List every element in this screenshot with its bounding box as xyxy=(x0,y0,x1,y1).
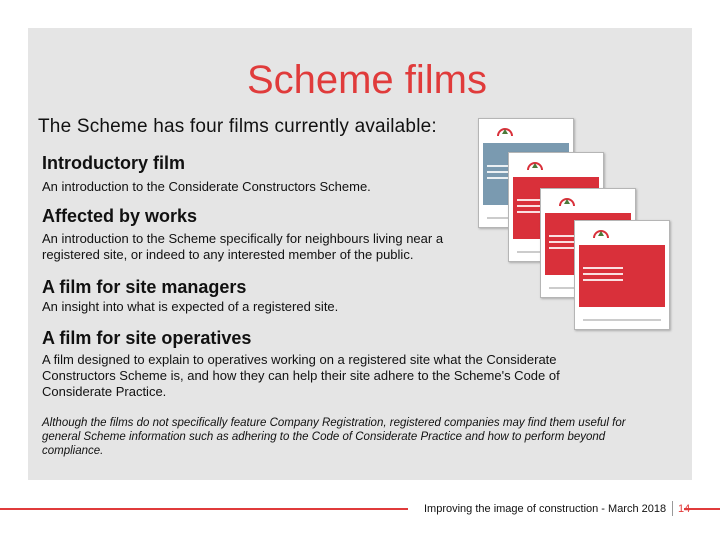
film-description-line: A film designed to explain to operatives working on a registered site what the Considerate xyxy=(42,352,557,367)
film-description-line: registered site, or indeed to any interested member of the public. xyxy=(42,247,414,262)
intro-text: The Scheme has four films currently available: xyxy=(38,116,437,137)
dvd-tag: DVD xyxy=(648,241,661,247)
usage-note-line: compliance. xyxy=(42,445,104,457)
dvd-cover xyxy=(574,220,670,330)
scheme-logo-icon xyxy=(497,125,513,137)
scheme-logo-icon xyxy=(593,227,609,239)
film-description-site-operatives xyxy=(42,352,560,400)
slide-title-wrap xyxy=(0,58,716,103)
film-heading-affected: Affected by works xyxy=(42,206,198,226)
dvd-cover-footer xyxy=(583,319,661,321)
dvd-tag: DVD xyxy=(552,139,565,145)
film-description-line: An introduction to the Scheme specifically for neighbours living near a xyxy=(42,231,444,246)
film-heading-site-operatives: A film for site operatives xyxy=(42,328,252,348)
footer-text: Improving the image of construction - March 2018 xyxy=(424,503,667,515)
film-heading-introductory: Introductory film xyxy=(42,153,185,173)
film-description-line: Considerate Practice. xyxy=(42,384,167,399)
usage-note-line: general Scheme information such as adhering to the Code of Considerate Practice and how to perform beyond xyxy=(42,431,606,443)
scheme-logo-icon xyxy=(559,195,575,207)
film-description-affected xyxy=(42,231,443,263)
film-description-introductory: An introduction to the Considerate Constructors Scheme. xyxy=(42,179,371,194)
usage-note xyxy=(42,416,662,458)
film-heading-site-managers: A film for site managers xyxy=(42,277,247,297)
dvd-tag: DVD xyxy=(614,209,627,215)
page-number: 14 xyxy=(678,503,691,515)
film-description-line: Constructors Scheme is, and how they can help their site adhere to the Scheme's Code of xyxy=(42,368,560,383)
slide-title: Scheme films xyxy=(246,58,487,102)
dvd-tag: DVD xyxy=(582,173,595,179)
scheme-logo-icon xyxy=(527,159,543,171)
dvd-cover-text-lines xyxy=(583,267,623,285)
footer-separator xyxy=(672,501,673,516)
usage-note-line: Although the films do not specifically feature Company Registration, registered companies may find them useful for xyxy=(42,417,626,429)
film-description-site-managers: An insight into what is expected of a registered site. xyxy=(42,299,339,314)
